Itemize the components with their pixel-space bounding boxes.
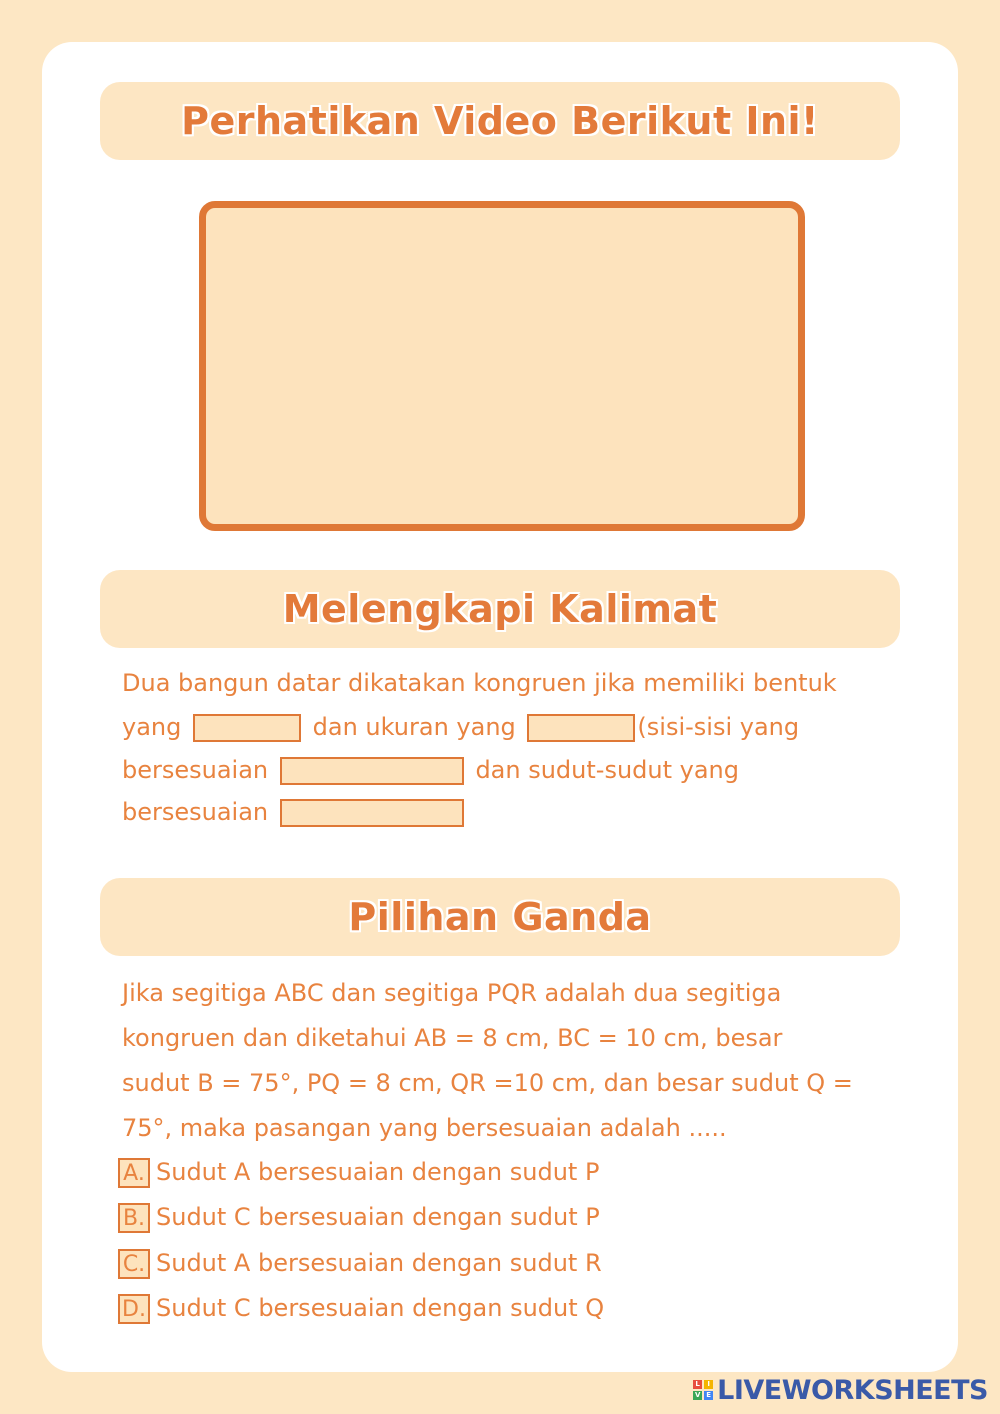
fill-text: dan sudut-sudut yang <box>475 756 740 784</box>
question-line: sudut B = 75°, PQ = 8 cm, QR =10 cm, dan besar sudut Q = <box>122 1069 853 1097</box>
brand-name: LIVEWORKSHEETS <box>717 1374 988 1406</box>
liveworksheets-brand <box>693 1376 988 1404</box>
fill-text: yang <box>122 713 182 741</box>
liveworksheets-logo-icon: L I V E <box>693 1380 713 1400</box>
option-letter-box[interactable]: D. <box>118 1294 150 1324</box>
option-letter-box[interactable]: B. <box>118 1203 150 1233</box>
mc-question <box>122 976 902 1156</box>
fill-text: bersesuaian <box>122 756 269 784</box>
video-player[interactable] <box>199 201 805 531</box>
video-section-title: Perhatikan Video Berikut Ini! <box>181 99 819 143</box>
video-section-banner <box>100 82 900 160</box>
blank-input-sudut[interactable] <box>280 799 464 827</box>
option-text: Sudut A bersesuaian dengan sudut P <box>156 1158 600 1186</box>
fill-section-title: Melengkapi Kalimat <box>282 587 718 631</box>
fill-text: dan ukuran yang <box>312 713 516 741</box>
option-letter-box[interactable]: C. <box>118 1249 150 1279</box>
fill-line-4 <box>122 795 468 829</box>
fill-line-3 <box>122 753 739 787</box>
question-line: Jika segitiga ABC dan segitiga PQR adalah dua segitiga <box>122 979 782 1007</box>
blank-input-bentuk[interactable] <box>193 714 301 742</box>
option-b[interactable] <box>118 1201 600 1233</box>
fill-text: (sisi-sisi yang <box>637 713 800 741</box>
option-d[interactable] <box>118 1292 604 1324</box>
question-line: 75°, maka pasangan yang bersesuaian adalah ..... <box>122 1114 727 1142</box>
blank-input-sisi[interactable] <box>280 757 464 785</box>
option-c[interactable] <box>118 1247 602 1279</box>
blank-input-ukuran[interactable] <box>527 714 635 742</box>
option-text: Sudut C bersesuaian dengan sudut P <box>156 1203 600 1231</box>
fill-text: bersesuaian <box>122 798 269 826</box>
fill-paragraph <box>122 666 902 836</box>
option-letter-box[interactable]: A. <box>118 1158 150 1188</box>
mc-section-title: Pilihan Ganda <box>348 895 652 939</box>
option-text: Sudut A bersesuaian dengan sudut R <box>156 1249 602 1277</box>
mc-section-banner <box>100 878 900 956</box>
fill-line-2 <box>122 710 799 744</box>
question-line: kongruen dan diketahui AB = 8 cm, BC = 10 cm, besar <box>122 1024 783 1052</box>
option-text: Sudut C bersesuaian dengan sudut Q <box>156 1294 605 1322</box>
fill-section-banner <box>100 570 900 648</box>
option-a[interactable] <box>118 1156 599 1188</box>
fill-line-1: Dua bangun datar dikatakan kongruen jika memiliki bentuk <box>122 669 837 697</box>
